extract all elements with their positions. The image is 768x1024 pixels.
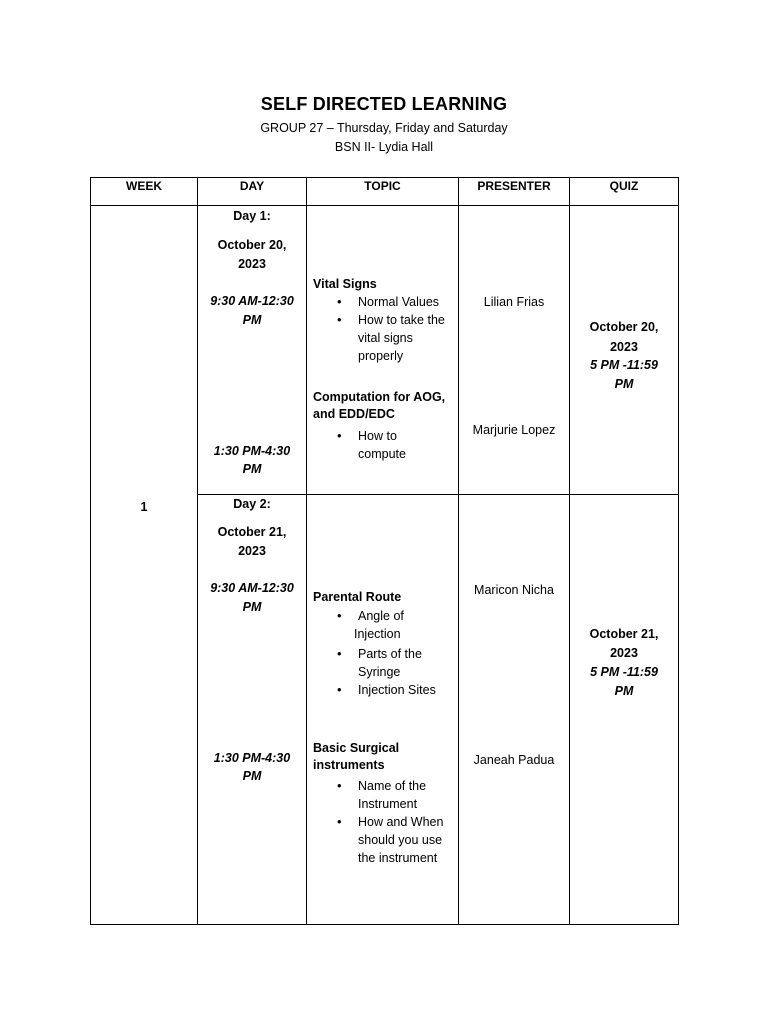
day2-morning-time-line1: 9:30 AM-12:30 bbox=[210, 581, 294, 595]
week-number: 1 bbox=[140, 500, 148, 514]
col-divider-quiz bbox=[569, 177, 570, 925]
day1-label: Day 1: bbox=[233, 209, 271, 223]
day2-morning-presenter: Maricon Nicha bbox=[474, 583, 554, 597]
list-item: • How to compute bbox=[313, 427, 458, 463]
header-topic: TOPIC bbox=[364, 179, 401, 193]
day2-morning-topic: Parental Route bbox=[313, 590, 402, 604]
day1-afternoon-time-line2: PM bbox=[242, 462, 262, 476]
day1-afternoon-time-line1: 1:30 PM-4:30 bbox=[213, 444, 291, 458]
header-day: DAY bbox=[239, 179, 265, 193]
list-item: • How to take the vital signs properly bbox=[313, 311, 458, 365]
day2-afternoon-topic-list bbox=[313, 777, 458, 867]
day1-quiz-time-line1: 5 PM -11:59 bbox=[590, 358, 658, 372]
day1-quiz-date-line1: October 20, bbox=[589, 320, 659, 334]
day2-label: Day 2: bbox=[233, 497, 271, 511]
col-divider-topic bbox=[306, 177, 307, 925]
list-item: • Injection Sites bbox=[313, 681, 458, 699]
day2-afternoon-time-line2: PM bbox=[242, 769, 262, 783]
header-week: WEEK bbox=[126, 179, 162, 193]
day2-morning-time-line2: PM bbox=[242, 600, 262, 614]
day2-date-line1: October 21, bbox=[217, 525, 287, 539]
day1-date-line2: 2023 bbox=[238, 257, 266, 271]
list-item: • Name of the Instrument bbox=[313, 777, 458, 813]
document-title: SELF DIRECTED LEARNING bbox=[260, 94, 508, 114]
header-presenter: PRESENTER bbox=[477, 179, 551, 193]
day1-morning-topic-list bbox=[313, 293, 458, 365]
day1-afternoon-topic-list bbox=[313, 427, 458, 463]
day1-date-line1: October 20, bbox=[217, 238, 287, 252]
day1-quiz-date-line2: 2023 bbox=[610, 340, 638, 354]
day1-morning-time-line2: PM bbox=[242, 313, 262, 327]
list-item: • How and When should you use the instrument bbox=[313, 813, 458, 867]
day2-afternoon-topic-line1: Basic Surgical bbox=[313, 741, 400, 755]
day2-quiz-date-line2: 2023 bbox=[610, 646, 638, 660]
day2-afternoon-presenter: Janeah Padua bbox=[473, 753, 555, 767]
day1-morning-topic: Vital Signs bbox=[313, 277, 377, 291]
table-border-right bbox=[678, 177, 679, 925]
day1-quiz-time-line2: PM bbox=[614, 377, 634, 391]
table-border-left bbox=[90, 177, 91, 925]
group-subtitle: GROUP 27 – Thursday, Friday and Saturday bbox=[260, 121, 508, 135]
day2-afternoon-topic-line2: instruments bbox=[313, 758, 385, 772]
header-quiz: QUIZ bbox=[609, 179, 639, 193]
col-divider-presenter bbox=[458, 177, 459, 925]
list-item: • Angle of Injection bbox=[313, 607, 458, 643]
day2-afternoon-time-line1: 1:30 PM-4:30 bbox=[213, 751, 291, 765]
day1-afternoon-topic-line1: Computation for AOG, bbox=[313, 390, 446, 404]
header-divider bbox=[90, 205, 679, 206]
section-subtitle: BSN II- Lydia Hall bbox=[334, 140, 434, 154]
day2-morning-topic-list bbox=[313, 607, 458, 699]
day2-date-line2: 2023 bbox=[238, 544, 266, 558]
day1-morning-time-line1: 9:30 AM-12:30 bbox=[210, 294, 294, 308]
day1-afternoon-presenter: Marjurie Lopez bbox=[472, 423, 556, 437]
list-item: • Normal Values bbox=[313, 293, 458, 311]
table-border-bottom bbox=[90, 924, 679, 925]
list-item: • Parts of the Syringe bbox=[313, 645, 458, 681]
day2-quiz-time-line2: PM bbox=[614, 684, 634, 698]
day2-quiz-date-line1: October 21, bbox=[589, 627, 659, 641]
day2-quiz-time-line1: 5 PM -11:59 bbox=[590, 665, 658, 679]
day1-afternoon-topic-line2: and EDD/EDC bbox=[313, 407, 395, 421]
day1-morning-presenter: Lilian Frias bbox=[483, 295, 545, 309]
